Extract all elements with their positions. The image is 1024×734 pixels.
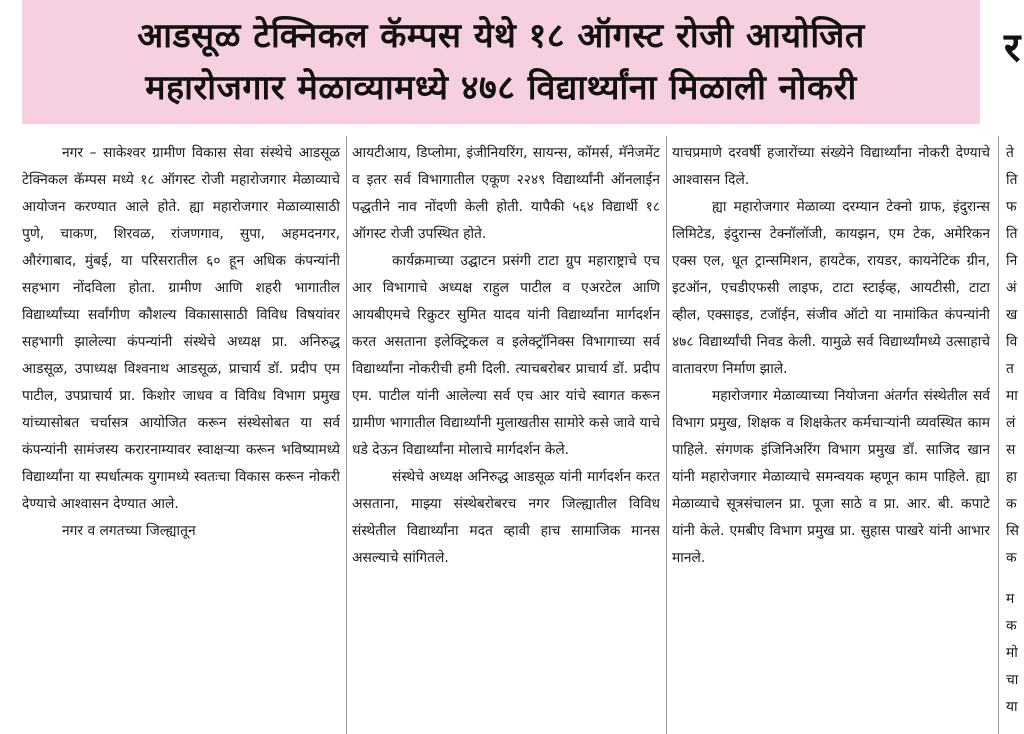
paragraph-companies: ह्या महारोजगार मेळाव्या दरम्यान टेक्नो ग्राफ, इंदुरान्स लिमिटेड, इंदुरान्स टेक्नॉलॉजी, कायझन, एम टेक, अमेरिकन एक्स एल, धूत ट्रान्समिशन, हायटेक, रायडर, कायनेटिक ग्रीन, इटऑन, एचडीएफसी लाइफ, टाटा स्टाईव्ह, आयटीसी, टाटा व्हील, एक्साइड, टजॉईन, संजीव ऑटो या नामांकित कंपन्यांनी ४७८ विद्यार्थ्यांची निवड केली. यामुळे सर्व विद्यार्थ्यांमध्ये उत्साहाचे वातावरण निर्माण झाले.	[672, 199, 990, 377]
clipped-fragment: अं	[1006, 280, 1017, 296]
clipped-fragment: वि	[1006, 334, 1018, 350]
clipped-fragment: क	[1006, 618, 1017, 634]
column-divider-3	[998, 136, 999, 734]
clipped-fragment: फ	[1006, 199, 1017, 215]
clipped-fragment: ति	[1006, 172, 1018, 188]
column-divider-2	[666, 136, 667, 734]
clipped-fragment: म	[1006, 591, 1015, 607]
paragraph-intro: नगर – साकेश्वर ग्रामीण विकास सेवा संस्थेचे आडसूळ टेक्निकल कॅम्पस मध्ये १८ ऑगस्ट रोजी महारोजगार मेळाव्याचे आयोजन करण्यात आले होते. ह्या महारोजगार मेळाव्यासाठी पुणे, चाकण, शिरवळ, रांजणगाव, सुपा, अहमदनगर, औरंगाबाद, मुंबई, या परिसरातील ६० हून अधिक कंपन्यांनी सहभाग नोंदविला होता. ग्रामीण आणि शहरी भागातील विद्यार्थ्यांच्या सर्वांगीण कौशल्य विकासासाठी विविध विषयांवर सहभागी झालेल्या कंपन्यांनी संस्थेचे अध्यक्ष प्रा. अनिरुद्ध आडसूळ, उपाध्यक्ष विश्वनाथ आडसूळ, प्राचार्य डॉ. प्रदीप एम पाटील, उपप्राचार्य प्रा. किशोर जाधव व विविध विभाग प्रमुख यांच्यासोबत चर्चासत्र आयोजित करून संस्थेसोबत या सर्व कंपन्यांनी सामंजस्य करारनाम्यावर स्वाक्षऱ्या करून भविष्यामध्ये विद्यार्थ्यांना या स्पर्धात्मक युगामध्ये स्वतःचा विकास करून नोकरी देण्याचे आश्वासन देण्यात आले.	[22, 145, 340, 512]
headline-line-2: महारोजगार मेळाव्यामध्ये ४७८ विद्यार्थ्यांना मिळाली नोकरी	[145, 68, 857, 108]
clipped-fragment-gap	[1006, 572, 1024, 586]
clipped-fragment: त	[1006, 361, 1014, 377]
clipped-fragment: क	[1006, 496, 1017, 512]
clipped-fragment: मो	[1006, 645, 1018, 661]
article-column-2	[352, 140, 660, 734]
paragraph-region: नगर व लगतच्या जिल्ह्यातून	[62, 523, 196, 539]
clipped-fragment: नि	[1006, 253, 1018, 269]
clipped-fragment: ते	[1006, 145, 1014, 161]
paragraph-president-guidance: संस्थेचे अध्यक्ष अनिरुद्ध आडसूळ यांनी मार्गदर्शन करत असताना, माझ्या संस्थेबरोबरच नगर जिल्ह्यातील विविध संस्थेतील विद्यार्थ्यांना मदत व्हावी हाच सामाजिक मानस असल्याचे सांगितले.	[352, 469, 660, 566]
clipped-fragment: लं	[1006, 415, 1016, 431]
article-column-3	[672, 140, 990, 734]
paragraph-assurance: याचप्रमाणे दरवर्षी हजारोंच्या संख्येने विद्यार्थ्यांना नोकरी देण्याचे आश्वासन दिले.	[672, 145, 990, 188]
clipped-fragment: स	[1006, 442, 1016, 458]
clipped-fragment: चा	[1006, 672, 1019, 688]
clipped-fragment: सि	[1006, 523, 1019, 539]
adjacent-article-clipped	[1006, 140, 1024, 734]
clipped-fragment: मा	[1006, 388, 1018, 404]
paragraph-inauguration: कार्यक्रमाच्या उद्घाटन प्रसंगी टाटा ग्रुप महाराष्ट्राचे एच आर विभागाचे अध्यक्ष राहुल पाटील व एअरटेल आणि आयबीएमचे रिक्रुटर सुमित यादव यांनी विद्यार्थ्यांना मार्गदर्शन करत असताना इलेक्ट्रिकल व इलेक्ट्रॉनिक्स विभागाच्या सर्व विद्यार्थ्यांना नोकरीची हमी दिली. त्याचबरोबर प्राचार्य डॉ. प्रदीप एम. पाटील यांनी आलेल्या सर्व एच आर यांचे स्वागत करून ग्रामीण भागातील विद्यार्थ्यांनी मुलाखतीस सामोरे कसे जावे याचे धडे देऊन विद्यार्थ्यांना मोलाचे मार्गदर्शन केले.	[352, 253, 660, 458]
clipped-fragment: ति	[1006, 226, 1018, 242]
clipped-fragment: क	[1006, 550, 1017, 566]
adjacent-headline-fragment: र	[1004, 25, 1021, 71]
column-divider-1	[346, 136, 347, 734]
clipped-fragment: हा	[1006, 469, 1017, 485]
clipped-fragment: या	[1006, 699, 1018, 715]
headline-line-1: आडसूळ टेक्निकल कॅम्पस येथे १८ ऑगस्ट रोजी आयोजित	[137, 16, 865, 56]
paragraph-registration: आयटीआय, डिप्लोमा, इंजीनियरिंग, सायन्स, कॉमर्स, मॅनेजमेंट व इतर सर्व विभागातील एकूण २२४९ विद्यार्थ्यांनी ऑनलाईन पद्धतीने नाव नोंदणी केली होती. यापैकी ५६४ विद्यार्थी १८ ऑगस्ट रोजी उपस्थित होते.	[352, 145, 660, 242]
headline-banner	[22, 0, 980, 124]
article-column-1	[22, 140, 340, 734]
clipped-fragment: ख	[1006, 307, 1018, 323]
paragraph-organisers: महारोजगार मेळाव्याच्या नियोजना अंतर्गत संस्थेतील सर्व विभाग प्रमुख, शिक्षक व शिक्षकेतर कर्मचाऱ्यांनी व्यवस्थित काम पाहिले. संगणक इंजिनिअरिंग विभाग प्रमुख डॉ. साजिद खान यांनी महारोजगार मेळाव्याचे समन्वयक म्हणून काम पाहिले. ह्या मेळाव्याचे सूत्रसंचालन प्रा. पूजा साठे व प्रा. आर. बी. कपाटे यांनी केले. एमबीए विभाग प्रमुख प्रा. सुहास पाखरे यांनी आभार मानले.	[672, 388, 990, 566]
